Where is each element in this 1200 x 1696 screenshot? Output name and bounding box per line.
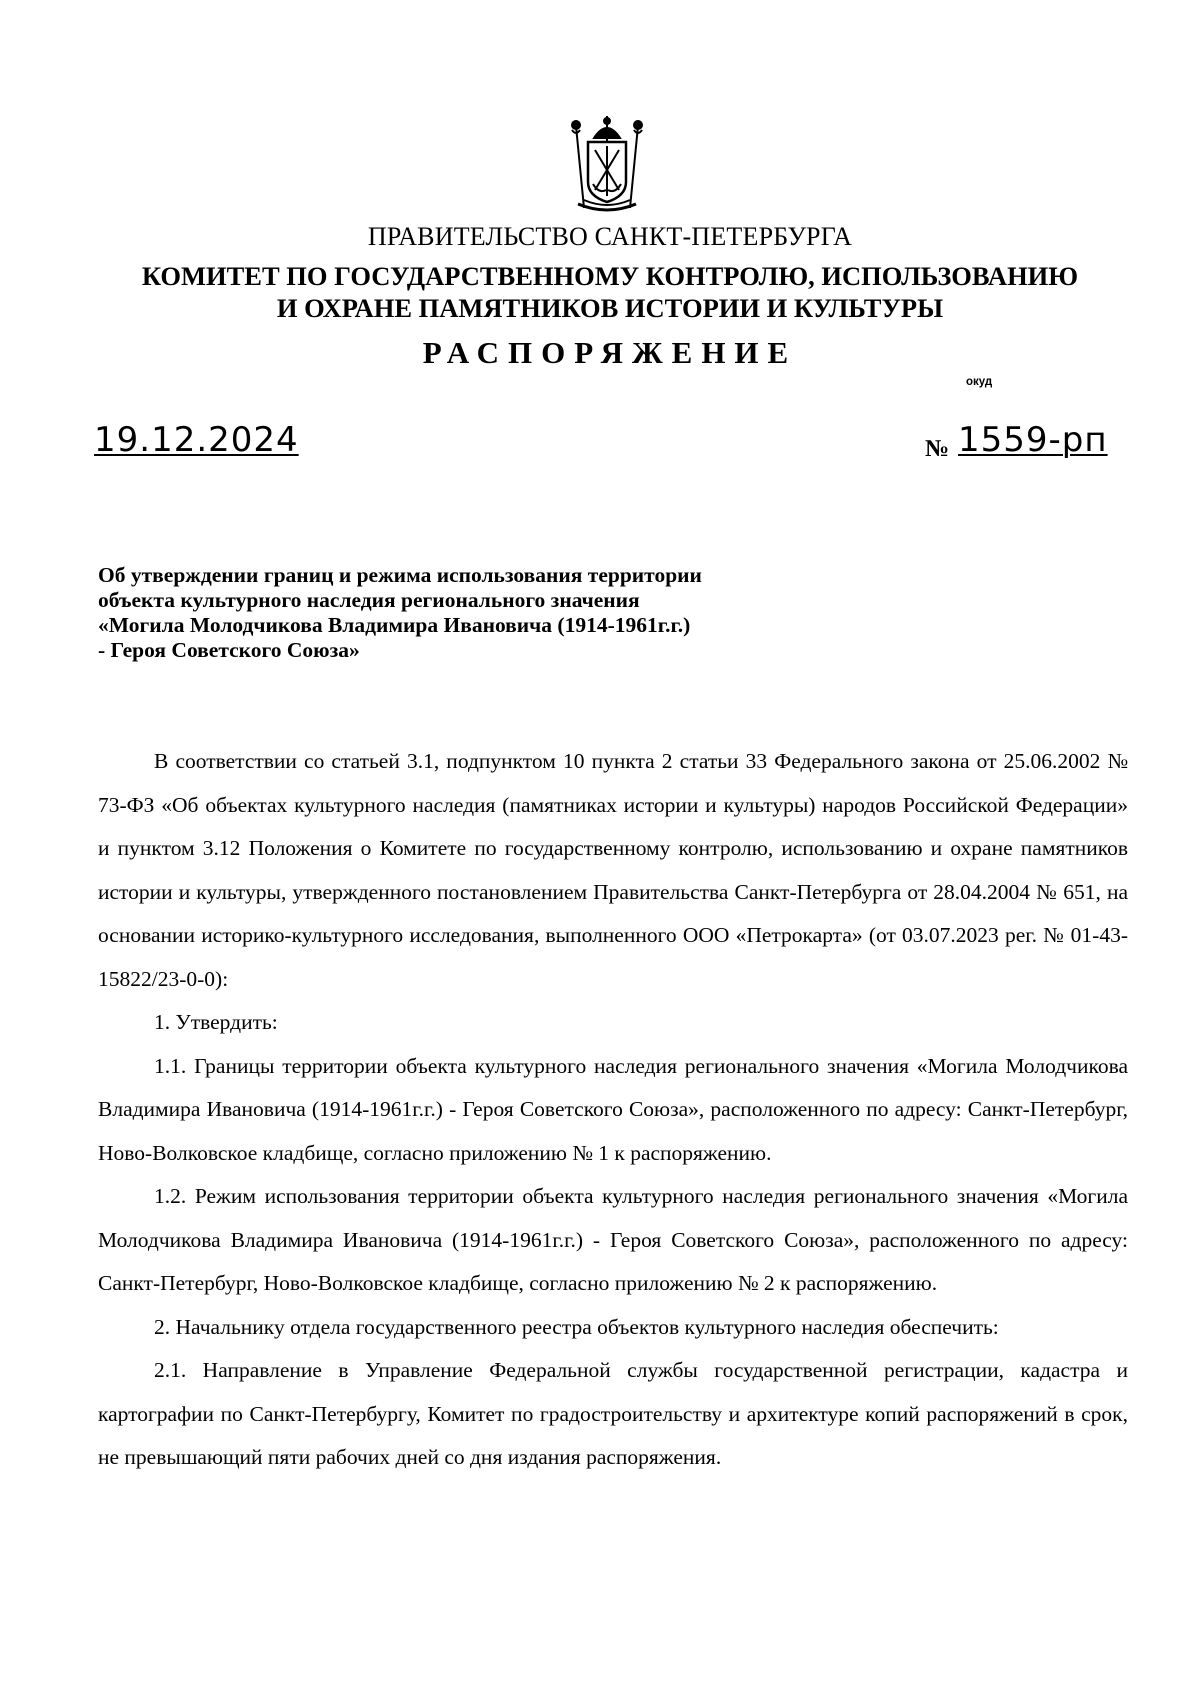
item-1-2-paragraph: 1.2. Режим использования территории объекта культурного наследия регионального значения «Могила Молодчикова Владимира Ивановича (1914-1961г.г.) - Героя Советского Союза», расположенного по адресу: Санкт-Петербург, Ново-Волковское кладбище, согласно приложению № 2 к распоряжению.: [98, 1184, 1128, 1295]
title-line: объекта культурного наследия регионального значения: [98, 588, 640, 612]
document-title: [98, 563, 818, 663]
item-2-paragraph: 2. Начальнику отдела государственного реестра объектов культурного наследия обеспечить:: [154, 1314, 999, 1339]
government-name: ПРАВИТЕЛЬСТВО САНКТ-ПЕТЕРБУРГА: [367, 222, 853, 251]
item-1-paragraph: 1. Утвердить:: [154, 1010, 278, 1034]
committee-name-line-2: И ОХРАНЕ ПАМЯТНИКОВ ИСТОРИИ И КУЛЬТУРЫ: [276, 293, 944, 323]
title-line: Об утверждении границ и режима использования территории: [98, 563, 702, 587]
committee-name-line-1: КОМИТЕТ ПО ГОСУДАРСТВЕННОМУ КОНТРОЛЮ, ИСПОЛЬЗОВАНИЮ: [141, 261, 1079, 291]
coat-of-arms-icon: [566, 116, 648, 216]
okud-label: окуд: [966, 376, 993, 388]
item-1-1-paragraph: 1.1. Границы территории объекта культурного наследия регионального значения «Могила Молодчикова Владимира Ивановича (1914-1961г.г.) - Героя Советского Союза», расположенного по адресу: Санкт-Петербург, Ново-Волковское кладбище, согласно приложению № 1 к распоряжению.: [98, 1053, 1128, 1165]
item-2-1-paragraph: 2.1. Направление в Управление Федеральной службы государственной регистрации, кадастра и картографии по Санкт-Петербургу, Комитет по градостроительству и архитектуре копий распоряжений в срок, не превышающий пяти рабочих дней со дня издания распоряжения.: [98, 1358, 1128, 1469]
document-number: 1559-рп: [958, 420, 1108, 460]
preamble-paragraph: В соответствии со статьей 3.1, подпунктом 10 пункта 2 статьи 33 Федерального закона от 25.06.2002 № 73-ФЗ «Об объектах культурного наследия (памятниках истории и культуры) народов Российской Федерации» и пунктом 3.12 Положения о Комитете по государственному контролю, использованию и охране памятников истории и культуры, утвержденного постановлением Правительства Санкт-Петербурга от 28.04.2004 № 651, на основании историко-культурного исследования, выполненного ООО «Петрокарта» (от 03.07.2023 рег. № 01-43-15822/23-0-0):: [98, 749, 1128, 991]
document-type: РАСПОРЯЖЕНИЕ: [422, 335, 798, 370]
title-line: - Героя Советского Союза»: [98, 638, 360, 662]
document-body: [98, 740, 1128, 1480]
title-line: «Могила Молодчикова Владимира Ивановича (1914-1961г.г.): [98, 613, 691, 637]
document-date: 19.12.2024: [94, 420, 299, 460]
number-sign: №: [925, 436, 950, 462]
